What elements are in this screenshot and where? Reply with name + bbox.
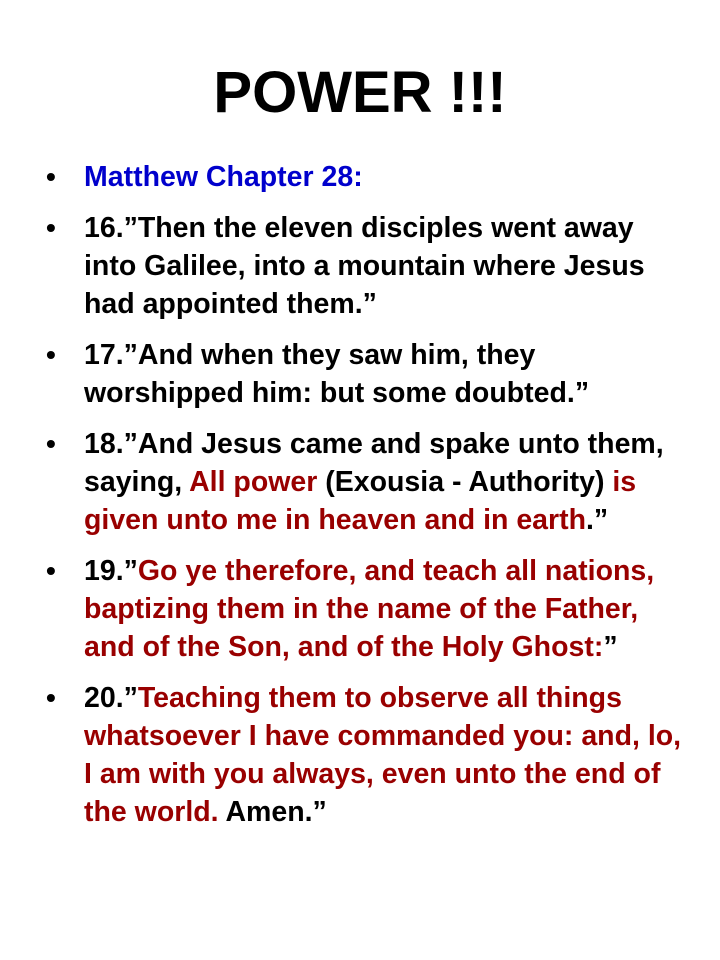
bullet-text-segment: ” xyxy=(603,631,618,663)
bullet-item xyxy=(46,679,686,831)
bullet-text-highlight: Go ye therefore, and teach all nations, baptizing them in the name of the Father, and of the Son, and of the Holy Ghost: xyxy=(84,555,655,663)
bullet-dot-icon: • xyxy=(46,555,56,586)
bullet-text-segment: Matthew Chapter 28: xyxy=(84,161,363,193)
bullet-text-highlight: All power xyxy=(189,466,318,498)
bullet-text-segment: .” xyxy=(586,504,609,536)
bullet-item xyxy=(46,336,686,412)
bullet-item xyxy=(46,209,686,323)
bullet-text-highlight: is given unto me in heaven and in earth xyxy=(84,466,637,536)
bullet-text-segment: 17.”And when they saw him, they worshipped him: but some doubted.” xyxy=(84,339,590,409)
bullet-item xyxy=(46,425,686,539)
bullet-text-segment: 19.” xyxy=(84,555,138,587)
bullet-text-segment: (Exousia - Authority) xyxy=(317,466,613,498)
bullet-text-segment: 18.”And Jesus came and spake unto them, saying, xyxy=(84,428,664,498)
bullet-dot-icon: • xyxy=(46,682,56,713)
bullet-item xyxy=(46,552,686,666)
bullet-text-highlight: Teaching them to observe all things whatsoever I have commanded you: and, lo, I am with you always, even unto the end of the world. xyxy=(84,682,682,828)
bullet-dot-icon: • xyxy=(46,212,56,243)
bullet-text-segment: Amen.” xyxy=(218,796,327,828)
bullet-dot-icon: • xyxy=(46,428,56,459)
bullet-list xyxy=(46,158,686,844)
bullet-text-segment: 20.” xyxy=(84,682,138,714)
slide-title: POWER !!! xyxy=(213,60,507,125)
bullet-item xyxy=(46,158,686,196)
bullet-dot-icon: • xyxy=(46,339,56,370)
bullet-text-segment: 16.”Then the eleven disciples went away into Galilee, into a mountain where Jesus had appointed them.” xyxy=(84,212,645,320)
bullet-dot-icon: • xyxy=(46,161,56,192)
